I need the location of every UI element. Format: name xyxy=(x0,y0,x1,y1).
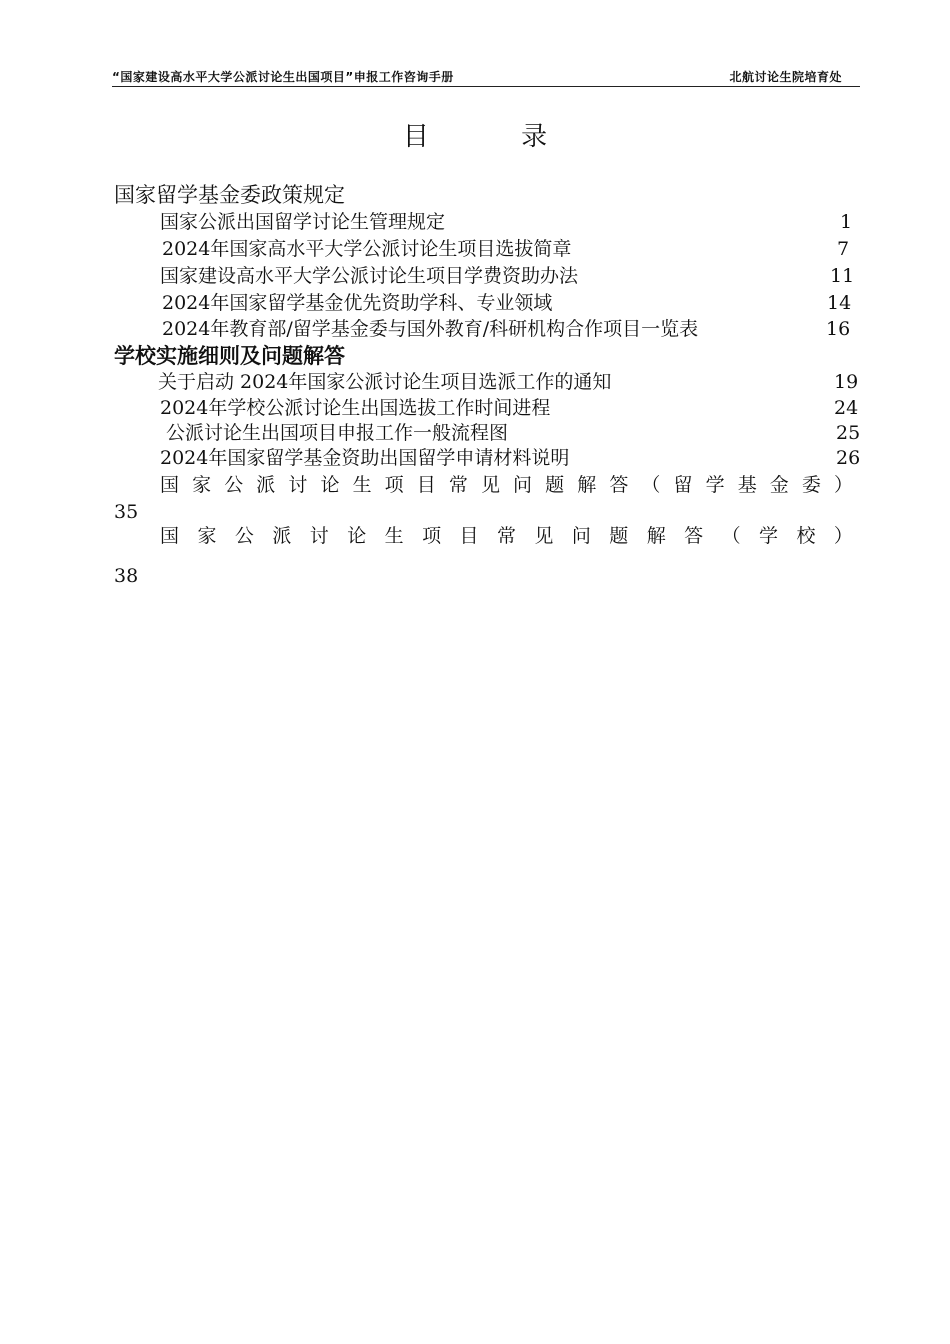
toc-title: 目 录 xyxy=(402,122,590,152)
toc-entry-char: 问 xyxy=(513,474,533,496)
toc-entry-label: 国家建设高水平大学公派讨论生项目学费资助办法 xyxy=(160,265,579,287)
toc-entry-char: 解 xyxy=(646,525,666,547)
toc-entry-page: 7 xyxy=(837,238,850,260)
toc-entry-char: 常 xyxy=(496,525,516,547)
toc-entry-char: （ xyxy=(641,474,661,496)
toc-entry-char: ） xyxy=(833,474,853,496)
toc-entry-char: 讨 xyxy=(309,525,329,547)
toc-entry-spread[interactable] xyxy=(160,473,853,497)
toc-entry-page: 11 xyxy=(830,265,855,287)
toc-entry-char: 目 xyxy=(459,525,479,547)
toc-entry-char: 学 xyxy=(705,474,725,496)
toc-entry-spread[interactable] xyxy=(160,524,853,548)
toc-entry-char: 委 xyxy=(801,474,821,496)
toc-entry-char: ） xyxy=(833,525,853,547)
toc-entry-page: 24 xyxy=(834,397,859,419)
toc-entry-char: 校 xyxy=(796,525,816,547)
toc-entry-char: 解 xyxy=(577,474,597,496)
toc-entry-char: 国 xyxy=(160,525,180,547)
toc-entry-label: 2024年学校公派讨论生出国选拔工作时间进程 xyxy=(160,397,551,419)
toc-entry-page: 35 xyxy=(114,501,139,523)
toc-entry-char: 公 xyxy=(224,474,244,496)
toc-entry-page: 1 xyxy=(840,211,853,233)
header-title: “国家建设高水平大学公派讨论生出国项目”申报工作咨询手册 xyxy=(112,70,454,84)
toc-entry-char: 目 xyxy=(416,474,436,496)
toc-entry-char: （ xyxy=(721,525,741,547)
toc-entry-label: 2024年国家留学基金优先资助学科、专业领域 xyxy=(162,292,553,314)
section-heading-policy: 国家留学基金委政策规定 xyxy=(114,183,345,207)
toc-entry-char: 见 xyxy=(534,525,554,547)
toc-entry-char: 基 xyxy=(737,474,757,496)
toc-entry-char: 家 xyxy=(192,474,212,496)
toc-entry-char: 生 xyxy=(352,474,372,496)
toc-entry-char: 生 xyxy=(384,525,404,547)
toc-entry-char: 答 xyxy=(609,474,629,496)
toc-entry-char: 论 xyxy=(320,474,340,496)
toc-entry-char: 讨 xyxy=(288,474,308,496)
toc-entry-char: 公 xyxy=(234,525,254,547)
toc-entry-page: 19 xyxy=(834,371,859,393)
toc-entry-char: 项 xyxy=(422,525,442,547)
toc-entry-char: 题 xyxy=(609,525,629,547)
toc-entry-char: 见 xyxy=(480,474,500,496)
toc-entry-char: 问 xyxy=(571,525,591,547)
toc-entry-page: 14 xyxy=(827,292,852,314)
toc-entry-page: 16 xyxy=(826,318,851,340)
toc-entry-page: 26 xyxy=(836,447,861,469)
toc-entry-label: 2024年国家留学基金资助出国留学申请材料说明 xyxy=(160,447,570,469)
toc-entry-label: 2024年教育部/留学基金委与国外教育/科研机构合作项目一览表 xyxy=(162,318,699,340)
header-department: 北航讨论生院培育处 xyxy=(729,70,842,84)
page-header xyxy=(112,68,860,87)
toc-entry-char: 金 xyxy=(769,474,789,496)
toc-entry-char: 留 xyxy=(673,474,693,496)
toc-entry-label: 2024年国家高水平大学公派讨论生项目选拔简章 xyxy=(162,238,572,260)
toc-entry-char: 常 xyxy=(448,474,468,496)
toc-entry-page: 38 xyxy=(114,565,139,587)
toc-entry-label: 国家公派出国留学讨论生管理规定 xyxy=(160,211,446,233)
toc-entry-char: 国 xyxy=(160,474,180,496)
toc-entry-page: 25 xyxy=(836,422,861,444)
toc-entry-char: 项 xyxy=(384,474,404,496)
toc-entry-char: 学 xyxy=(759,525,779,547)
toc-entry-char: 派 xyxy=(256,474,276,496)
toc-entry-label: 关于启动 2024年国家公派讨论生项目选派工作的通知 xyxy=(158,371,612,393)
toc-entry-char: 派 xyxy=(272,525,292,547)
toc-entry-char: 答 xyxy=(684,525,704,547)
toc-entry-char: 论 xyxy=(347,525,367,547)
toc-entry-char: 题 xyxy=(545,474,565,496)
section-heading-school: 学校实施细则及问题解答 xyxy=(114,344,345,368)
toc-entry-char: 家 xyxy=(197,525,217,547)
toc-entry-label: 公派讨论生出国项目申报工作一般流程图 xyxy=(166,422,509,444)
